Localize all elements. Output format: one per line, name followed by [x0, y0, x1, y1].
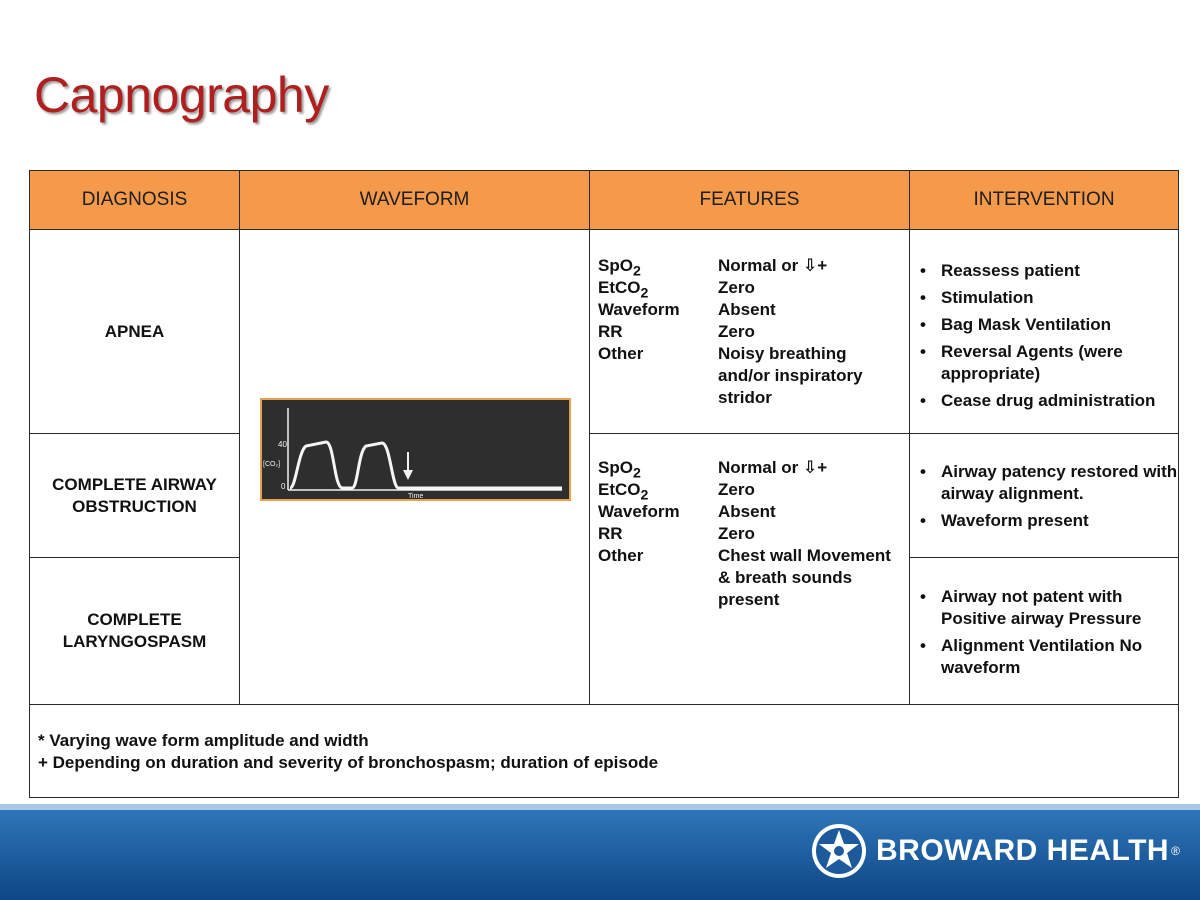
list-item: • Airway not patent with Positive airway Pressure	[910, 586, 1178, 630]
capnogram-x-label: Time	[408, 493, 424, 499]
list-item: • Cease drug administration	[910, 390, 1178, 412]
intervention-apnea	[909, 229, 1179, 434]
features-obstruction-laryngospasm	[589, 433, 910, 705]
features-apnea	[589, 229, 910, 434]
footnote-line: + Depending on duration and severity of bronchospasm; duration of episode	[38, 753, 659, 772]
diagnosis-obstruction	[29, 433, 240, 558]
diagnosis-apnea	[29, 229, 240, 434]
logo-text: BROWARD HEALTH	[876, 834, 1170, 867]
feature-row: EtCO$_2$ Zero	[598, 278, 755, 302]
feature-row: Waveform Absent	[598, 300, 776, 319]
feature-row: RR Zero	[598, 322, 755, 341]
feature-row: EtCO$_2$ Zero	[598, 480, 755, 504]
capnogram-tick-low: 0	[281, 482, 286, 491]
list-item: • Stimulation	[910, 287, 1178, 309]
diagnosis-apnea-label: APNEA	[104, 321, 165, 341]
diagnosis-laryngospasm	[29, 557, 240, 705]
footnote-line: * Varying wave form amplitude and width	[38, 731, 369, 750]
diagnosis-laryngospasm-label: COMPLETE LARYNGOSPASM	[62, 610, 207, 651]
header-features: FEATURES	[589, 170, 910, 230]
feature-row: Other Noisy breathing and/or inspiratory stridor	[598, 344, 863, 407]
registered-mark: ®	[1171, 844, 1180, 858]
list-item: • Alignment Ventilation No waveform	[910, 635, 1178, 679]
list-item: • Reassess patient	[910, 260, 1178, 282]
capnogram-tick-high: 40	[278, 440, 287, 449]
header-diagnosis: DIAGNOSIS	[29, 170, 240, 230]
list-item: • Bag Mask Ventilation	[910, 314, 1178, 336]
header-intervention: INTERVENTION	[909, 170, 1179, 230]
feature-row: Waveform Absent	[598, 502, 776, 521]
footnotes	[29, 704, 1179, 798]
feature-row: RR Zero	[598, 524, 755, 543]
broward-health-logo	[810, 822, 1180, 880]
capnogram-svg	[262, 400, 569, 499]
intervention-obstruction	[909, 433, 1179, 558]
page-title: Capnography	[34, 67, 329, 123]
list-item: • Airway patency restored with airway alignment.	[910, 461, 1178, 505]
capnogram-waveform-image	[260, 398, 571, 501]
feature-row: SpO$_2$ Normal or ⇩+	[598, 458, 828, 482]
list-item: • Reversal Agents (were appropriate)	[910, 341, 1178, 385]
diagnosis-obstruction-label: COMPLETE AIRWAY OBSTRUCTION	[52, 474, 217, 516]
intervention-laryngospasm	[909, 557, 1179, 705]
list-item: • Waveform present	[910, 510, 1178, 532]
capnogram-trace	[290, 442, 562, 488]
capnogram-arrow-icon	[403, 470, 413, 480]
feature-row: SpO$_2$ Normal or ⇩+	[598, 256, 828, 280]
star-logo-icon	[810, 822, 868, 880]
capnogram-y-label: [CO₂]	[263, 461, 281, 468]
header-waveform: WAVEFORM	[239, 170, 590, 230]
capnography-table	[29, 170, 1179, 798]
feature-row: Other Chest wall Movement & breath sounds present	[598, 546, 891, 609]
